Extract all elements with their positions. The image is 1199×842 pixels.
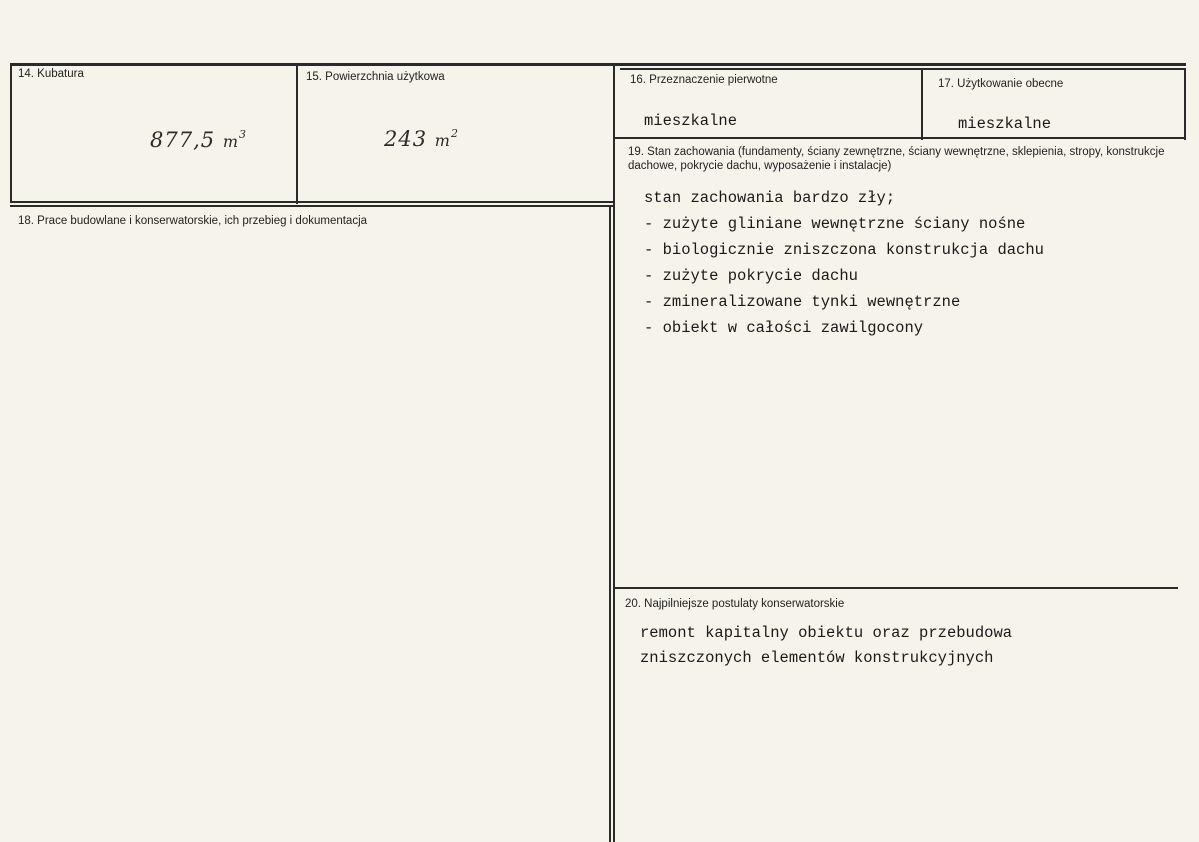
divider-14-15	[296, 63, 298, 204]
horizontal-line-above-20	[613, 587, 1178, 589]
divider-16-17	[921, 68, 923, 140]
kubatura-label: 14. Kubatura	[18, 68, 84, 80]
left-border-line-lower	[609, 207, 611, 842]
top-border-line-right	[620, 68, 1186, 70]
top-border-line	[10, 63, 1186, 66]
divider-15-16	[613, 63, 615, 842]
stan-zachowania-line: - obiekt w całości zawilgocony	[644, 319, 924, 337]
stan-zachowania-list	[644, 185, 1044, 341]
horizontal-line-under-14-15	[10, 201, 615, 203]
postulaty-list	[640, 621, 1012, 671]
postulaty-label: 20. Najpilniejsze postulaty konserwatorskie	[625, 598, 845, 610]
kubatura-unit: m	[222, 132, 239, 151]
horizontal-line-above-18	[10, 205, 615, 207]
kubatura-number: 877,5	[150, 128, 216, 152]
prace-budowlane-label: 18. Prace budowlane i konserwatorskie, ich przebieg i dokumentacja	[18, 215, 368, 227]
stan-zachowania-label: 19. Stan zachowania (fundamenty, ściany zewnętrzne, ściany wewnętrzne, sklepienia, stropy, konstrukcje dachowe, pokrycie dachu, wyposażenie i instalacje)	[628, 146, 1165, 172]
left-border-line	[10, 63, 12, 203]
kubatura-value	[150, 128, 247, 152]
postulaty-line: zniszczonych elementów konstrukcyjnych	[640, 649, 994, 667]
powierzchnia-unit: m	[434, 131, 451, 150]
horizontal-line-under-16-17	[613, 137, 1186, 139]
stan-zachowania-line: stan zachowania bardzo zły;	[644, 189, 896, 207]
przeznaczenie-pierwotne-label: 16. Przeznaczenie pierwotne	[630, 74, 778, 86]
right-border-line	[1184, 68, 1186, 140]
przeznaczenie-pierwotne-value: mieszkalne	[644, 112, 738, 130]
stan-zachowania-line: - zużyte pokrycie dachu	[644, 267, 858, 285]
uzytkowanie-obecne-value: mieszkalne	[958, 115, 1052, 133]
uzytkowanie-obecne-label: 17. Użytkowanie obecne	[938, 78, 1064, 90]
powierzchnia-number: 243	[384, 127, 428, 151]
powierzchnia-value	[384, 127, 459, 151]
kubatura-unit-sup: 3	[238, 128, 247, 141]
stan-zachowania-line: - biologicznie zniszczona konstrukcja dachu	[644, 241, 1044, 259]
powierzchnia-label: 15. Powierzchnia użytkowa	[306, 71, 445, 83]
powierzchnia-unit-sup: 2	[450, 127, 459, 140]
stan-zachowania-line: - zużyte gliniane wewnętrzne ściany nośne	[644, 215, 1026, 233]
stan-zachowania-line: - zmineralizowane tynki wewnętrzne	[644, 293, 961, 311]
postulaty-line: remont kapitalny obiektu oraz przebudowa	[640, 624, 1013, 642]
